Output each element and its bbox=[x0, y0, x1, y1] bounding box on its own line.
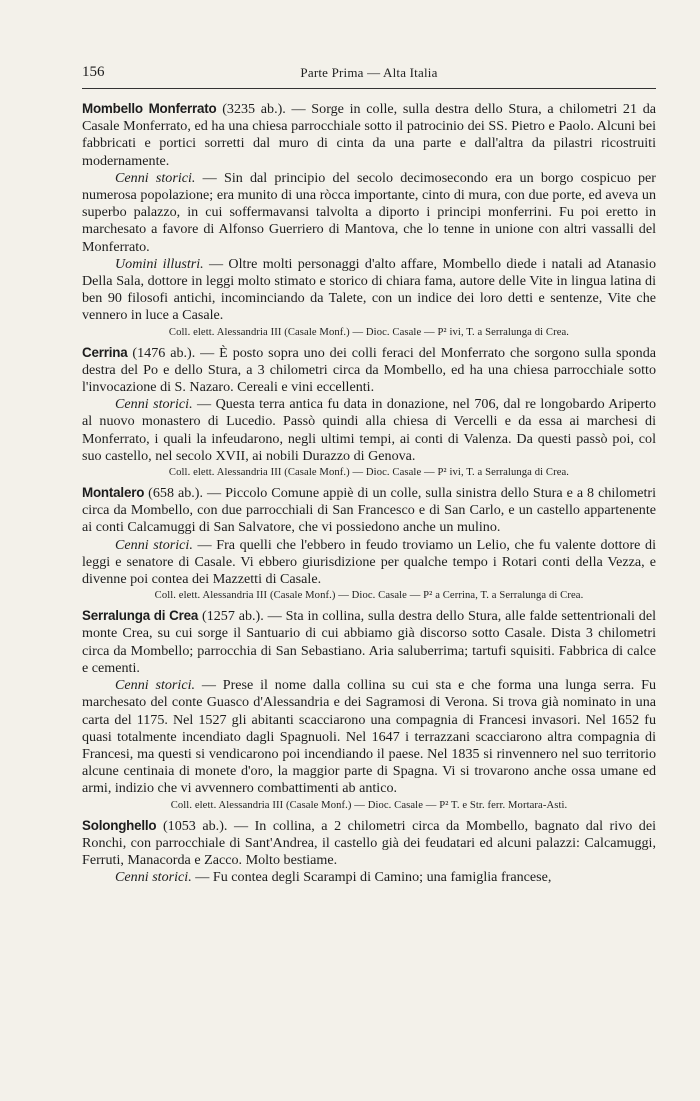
entry-serralunga bbox=[82, 607, 656, 812]
electoral-reference: Coll. elett. Alessandria III (Casale Monf.) — Dioc. Casale — P² T. e Str. ferr. Mortara-Asti. bbox=[170, 799, 568, 811]
entry-mombello bbox=[82, 100, 656, 340]
entry-text: (1053 ab.). — In collina, a 2 chilometri circa da Mombello, bagnato dal rivo dei Ronchi, con parrocchiale di Sant'Andrea, il castello già dei feudatari ed alcuni palazzi: Calcamuggi, Ferruti, Manacorda e Zacco. Molto bestiame. bbox=[82, 817, 656, 868]
paragraph-text: — Questa terra antica fu data in donazione, nel 706, dal re longobardo Ariperto al nuovo monastero di Lucedio. Passò quindi alla chiesa di Vercelli e da essa ai marchesi di Monferrato, i quali la infeudarono, negli ultimi tempi, ai conti di Valenza. Da questi passò poi, col suo castello, nel secolo XVII, ai nobili Durazzo di Genova. bbox=[82, 396, 657, 464]
entry-intro bbox=[82, 817, 656, 870]
electoral-reference: Coll. elett. Alessandria III (Casale Monf.) — Dioc. Casale — P² ivi, T. a Serralunga di Crea. bbox=[168, 467, 570, 479]
entry-text: (1476 ab.). — È posto sopra uno dei colli feraci del Monferrato che sorgono sulla sponda destra del Po e dello Stura, a 3 chilometri circa da Mombello, ed ha una chiesa parrocchiale sotto l'invocazione di S. Nazaro. Cereali e vini eccellenti. bbox=[82, 344, 656, 396]
section-lead: Cenni storici. bbox=[115, 396, 193, 413]
place-name: Montalero bbox=[82, 485, 145, 501]
page-header bbox=[82, 62, 656, 89]
section-lead: Uomini illustri. bbox=[115, 255, 204, 272]
section-lead: Cenni storici. bbox=[115, 169, 196, 186]
section-lead: Cenni storici. bbox=[115, 536, 193, 553]
entry-intro bbox=[82, 344, 656, 397]
entry-intro bbox=[82, 484, 656, 537]
running-title: Parte Prima — Alta Italia bbox=[300, 65, 438, 80]
paragraph-text: — Prese il nome dalla collina su cui sta e che forma una lunga serra. Fu marchesato del conte Guasco d'Alessandria e dei Sagramosi di Verona. Si trova già nominato in una carta del 1175. Nel 1527 gli abitanti scacciarono una compagnia di Francesi invasori. Nel 1652 fu quasi totalmente incendiato dagli Spagnuoli. Nel 1647 i terrazzani scacciarono altra compagnia di Francesi, ma questi si vendicarono poi incendiando il paese. Nel 1835 si rinvennero nel suo territorio alcune centinaia di monete d'oro, la maggior parte di Spagna. Vi si trovarono anche ossa umane ed armi, indizio che vi avvennero combattimenti ab antico. bbox=[82, 677, 656, 797]
entry-intro bbox=[82, 100, 656, 170]
notables-paragraph bbox=[82, 256, 656, 325]
entry-cerrina bbox=[82, 344, 656, 480]
entry-text: (1257 ab.). — Sta in collina, sulla destra dello Stura, alle falde settentrionali del monte Crea, su cui sorge il Santuario di cui abbiamo già discorso sotto Casale. Dista 3 chilometri circa da Mombello; parrocchia di San Sebastiano. Aria saluberrima; tartufi squisiti. Fabbrica di calce e cementi. bbox=[82, 608, 656, 676]
place-name: Cerrina bbox=[82, 344, 128, 360]
place-name: Solonghello bbox=[82, 817, 157, 833]
place-name: Mombello Monferrato bbox=[82, 101, 217, 116]
entry-text: (3235 ab.). — Sorge in colle, sulla destra dello Stura, a chilometri 21 da Casale Monferrato, ed ha una chiesa parrocchiale sotto il patrocinio dei SS. Pietro e Paolo. Alcuni bei fabbricati e portici sorretti dal muro di cinta da una parte e dall'altra da pilastri ricostruiti modernamente. bbox=[82, 101, 657, 169]
history-paragraph bbox=[82, 170, 656, 256]
history-paragraph bbox=[82, 869, 656, 886]
entry-intro bbox=[82, 607, 656, 677]
paragraph-text: — Oltre molti personaggi d'alto affare, Mombello diede i natali ad Atanasio Della Sala, dottore in leggi molto stimato e storico di chiara fama, autore delle Vite in lingua latina di ben 90 filosofi antichi, incominciando da Talete, con un indice dei loro detti e sentenze, Vite che vennero in luce a Casale. bbox=[82, 255, 656, 324]
history-paragraph bbox=[82, 537, 656, 589]
electoral-reference: Coll. elett. Alessandria III (Casale Monf.) — Dioc. Casale — P² ivi, T. a Serralunga di Crea. bbox=[168, 326, 570, 338]
paragraph-text: — Fra quelli che l'ebbero in feudo troviamo un Lelio, che fu valente dottore di leggi e senatore di Casale. Vi ebbero giurisdizione per qualche tempo i Rotari conti della Vezza, e divenne poi contea dei Mazzetti di Casale. bbox=[82, 536, 657, 588]
section-lead: Cenni storici. bbox=[115, 869, 192, 886]
entry-montalero bbox=[82, 484, 656, 603]
page-number: 156 bbox=[82, 64, 105, 80]
paragraph-text: — Sin dal principio del secolo decimosecondo era un borgo cospicuo per numerosa popolazione; era munito di una ròcca importante, cinto di mura, con due porte, ed aveva un superbo palazzo, in cui soffermavansi talvolta a diporto i principi monferrini. Fu poi eretto in marchesato a favore di Alfonso Guerriero di Mantova, che lo tenne in unione con altri vassalli del Monferrato. bbox=[82, 169, 657, 255]
place-name: Serralunga di Crea bbox=[82, 608, 199, 624]
section-lead: Cenni storici. bbox=[115, 677, 196, 694]
history-paragraph bbox=[82, 677, 656, 797]
page-content bbox=[82, 100, 656, 886]
electoral-reference: Coll. elett. Alessandria III (Casale Monf.) — Dioc. Casale — P² a Cerrina, T. a Serralunga di Crea. bbox=[154, 590, 584, 602]
entry-solonghello bbox=[82, 817, 656, 887]
history-paragraph bbox=[82, 396, 656, 465]
paragraph-text: — Fu contea degli Scarampi di Camino; una famiglia francese, bbox=[191, 869, 552, 886]
entry-text: (658 ab.). — Piccolo Comune appiè di un colle, sulla sinistra dello Stura e a 8 chilometri circa da Mombello, con due parrocchiali di San Francesco e di San Carlo, e un castello appartenente ai conti Calcamuggi di San Salvatore, che vi possiedono anche un mulino. bbox=[82, 485, 656, 536]
